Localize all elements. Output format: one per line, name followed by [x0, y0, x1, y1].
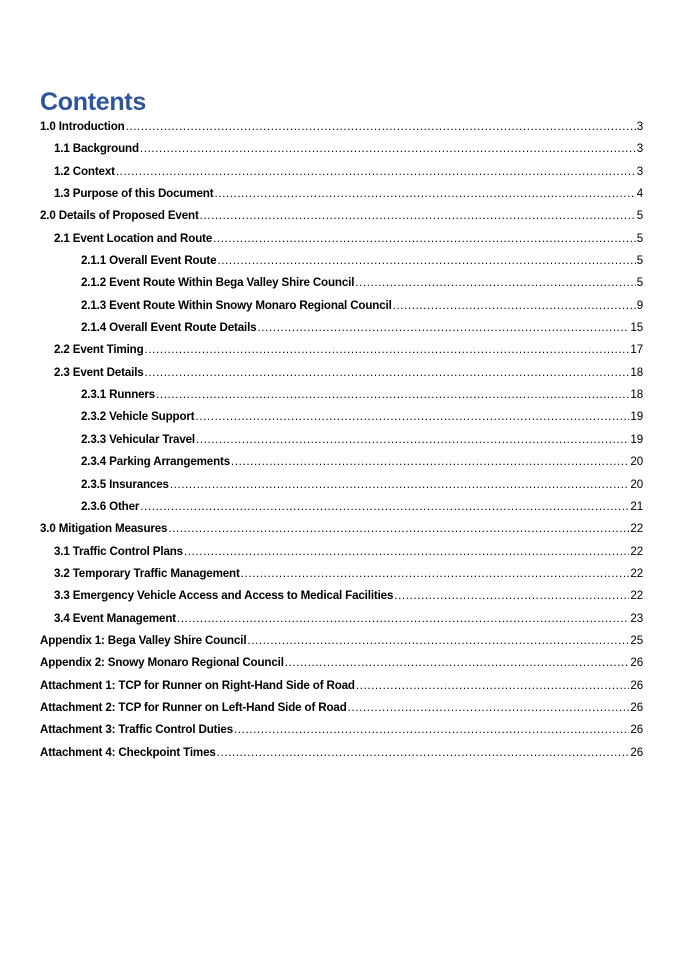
dot-leader: [285, 656, 630, 669]
toc-entry-label[interactable]: Appendix 2: Snowy Monaro Regional Council: [40, 656, 284, 670]
toc-entry-page-number[interactable]: 3: [636, 164, 643, 178]
toc-entry-label[interactable]: 1.3 Purpose of this Document: [54, 187, 214, 201]
toc-entry-page-number[interactable]: 26: [630, 723, 643, 737]
toc-title: Contents: [40, 88, 146, 116]
toc-entry-page-number[interactable]: 19: [630, 410, 643, 424]
toc-entry-page-number[interactable]: 19: [630, 432, 643, 446]
toc-entry-page-number[interactable]: 22: [630, 522, 643, 536]
dot-leader: [145, 366, 630, 379]
dot-leader: [126, 120, 636, 133]
dot-leader: [247, 634, 629, 647]
table-of-contents: [40, 120, 643, 768]
toc-entry-page-number[interactable]: 5: [636, 276, 643, 290]
toc-entry[interactable]: [40, 299, 643, 321]
dot-leader: [214, 187, 635, 200]
toc-entry-label[interactable]: 2.2 Event Timing: [54, 343, 144, 357]
toc-entry[interactable]: [40, 209, 643, 231]
toc-entry-page-number[interactable]: 5: [636, 209, 643, 223]
toc-entry[interactable]: [40, 366, 643, 388]
toc-entry[interactable]: [40, 522, 643, 544]
toc-entry-page-number[interactable]: 26: [630, 678, 643, 692]
toc-entry[interactable]: [40, 410, 643, 432]
toc-entry-label[interactable]: 2.3.3 Vehicular Travel: [81, 432, 196, 446]
toc-entry-label[interactable]: Attachment 2: TCP for Runner on Left-Hand Side of Road: [40, 700, 347, 714]
dot-leader: [241, 567, 630, 580]
toc-entry-page-number[interactable]: 21: [630, 499, 643, 513]
toc-entry-label[interactable]: 2.3 Event Details: [54, 365, 144, 379]
toc-entry-label[interactable]: 2.0 Details of Proposed Event: [40, 209, 199, 223]
toc-entry[interactable]: [40, 120, 643, 142]
toc-entry-page-number[interactable]: 22: [630, 589, 643, 603]
toc-entry-page-number[interactable]: 18: [630, 365, 643, 379]
dot-leader: [234, 723, 629, 736]
dot-leader: [196, 433, 629, 446]
toc-entry[interactable]: [40, 165, 643, 187]
toc-entry-page-number[interactable]: 26: [630, 745, 643, 759]
toc-entry-label[interactable]: 3.3 Emergency Vehicle Access and Access to Medical Facilities: [54, 589, 394, 603]
toc-entry[interactable]: [40, 455, 643, 477]
toc-entry-label[interactable]: Appendix 1: Bega Valley Shire Council: [40, 633, 247, 647]
toc-entry[interactable]: [40, 478, 643, 500]
toc-entry-label[interactable]: 2.3.2 Vehicle Support: [81, 410, 195, 424]
toc-entry-page-number[interactable]: 18: [630, 388, 643, 402]
toc-entry[interactable]: [40, 232, 643, 254]
toc-entry-label[interactable]: Attachment 4: Checkpoint Times: [40, 745, 216, 759]
toc-entry[interactable]: [40, 500, 643, 522]
toc-entry-label[interactable]: Attachment 3: Traffic Control Duties: [40, 723, 234, 737]
toc-entry[interactable]: [40, 254, 643, 276]
dot-leader: [140, 500, 629, 513]
dot-leader: [217, 254, 635, 267]
toc-entry[interactable]: [40, 746, 643, 768]
dot-leader: [170, 478, 630, 491]
toc-entry[interactable]: [40, 723, 643, 745]
dot-leader: [393, 299, 636, 312]
toc-entry-label[interactable]: 2.3.5 Insurances: [81, 477, 169, 491]
dot-leader: [231, 455, 629, 468]
toc-entry-page-number[interactable]: 5: [636, 254, 643, 268]
toc-entry-page-number[interactable]: 20: [630, 455, 643, 469]
toc-entry-label[interactable]: 2.1 Event Location and Route: [54, 231, 213, 245]
toc-entry-page-number[interactable]: 3: [636, 142, 643, 156]
toc-entry-page-number[interactable]: 17: [630, 343, 643, 357]
dot-leader: [184, 545, 629, 558]
toc-entry-label[interactable]: 2.3.1 Runners: [81, 388, 156, 402]
toc-entry[interactable]: [40, 589, 643, 611]
toc-entry-page-number[interactable]: 26: [630, 700, 643, 714]
dot-leader: [213, 232, 636, 245]
dot-leader: [195, 410, 629, 423]
toc-entry-page-number[interactable]: 20: [630, 477, 643, 491]
toc-entry-label[interactable]: 2.1.2 Event Route Within Bega Valley Shire Council: [81, 276, 355, 290]
toc-entry-label[interactable]: 3.0 Mitigation Measures: [40, 522, 168, 536]
dot-leader: [116, 165, 636, 178]
toc-entry[interactable]: [40, 679, 643, 701]
dot-leader: [217, 746, 630, 759]
toc-entry[interactable]: [40, 321, 643, 343]
dot-leader: [145, 343, 630, 356]
toc-entry-label[interactable]: 2.1.3 Event Route Within Snowy Monaro Regional Council: [81, 298, 392, 312]
toc-entry[interactable]: [40, 701, 643, 723]
dot-leader: [257, 321, 629, 334]
toc-entry-label[interactable]: Attachment 1: TCP for Runner on Right-Hand Side of Road: [40, 678, 355, 692]
toc-entry-page-number[interactable]: 5: [636, 231, 643, 245]
toc-entry-page-number[interactable]: 22: [630, 566, 643, 580]
toc-entry-label[interactable]: 1.2 Context: [54, 164, 115, 178]
toc-entry-label[interactable]: 2.1.4 Overall Event Route Details: [81, 321, 257, 335]
toc-entry[interactable]: [40, 567, 643, 589]
toc-entry-label[interactable]: 2.3.4 Parking Arrangements: [81, 455, 231, 469]
dot-leader: [394, 589, 629, 602]
toc-entry-page-number[interactable]: 4: [636, 187, 643, 201]
toc-entry[interactable]: [40, 343, 643, 365]
toc-entry-page-number[interactable]: 23: [630, 611, 643, 625]
dot-leader: [348, 701, 630, 714]
toc-entry[interactable]: [40, 388, 643, 410]
toc-entry[interactable]: [40, 433, 643, 455]
dot-leader: [356, 679, 630, 692]
toc-entry-label[interactable]: 1.1 Background: [54, 142, 139, 156]
toc-entry[interactable]: [40, 656, 643, 678]
toc-entry-label[interactable]: 3.2 Temporary Traffic Management: [54, 566, 240, 580]
toc-entry-label[interactable]: 2.1.1 Overall Event Route: [81, 254, 217, 268]
dot-leader: [200, 209, 636, 222]
toc-entry[interactable]: [40, 276, 643, 298]
dot-leader: [156, 388, 629, 401]
dot-leader: [177, 612, 629, 625]
toc-entry-label[interactable]: 1.0 Introduction: [40, 120, 125, 133]
dot-leader: [140, 142, 636, 155]
toc-entry-label[interactable]: 3.4 Event Management: [54, 611, 176, 625]
toc-entry[interactable]: [40, 187, 643, 209]
toc-entry-page-number[interactable]: 26: [630, 656, 643, 670]
toc-entry-page-number[interactable]: 3: [636, 120, 643, 133]
toc-entry-page-number[interactable]: 15: [630, 321, 643, 335]
toc-entry-page-number[interactable]: 25: [630, 633, 643, 647]
toc-entry-page-number[interactable]: 22: [630, 544, 643, 558]
dot-leader: [168, 522, 629, 535]
toc-entry[interactable]: [40, 142, 643, 164]
toc-entry-label[interactable]: 2.3.6 Other: [81, 499, 140, 513]
toc-entry[interactable]: [40, 545, 643, 567]
toc-entry[interactable]: [40, 612, 643, 634]
toc-entry-label[interactable]: 3.1 Traffic Control Plans: [54, 544, 183, 558]
toc-entry[interactable]: [40, 634, 643, 656]
dot-leader: [355, 276, 635, 289]
toc-entry-page-number[interactable]: 9: [636, 298, 643, 312]
